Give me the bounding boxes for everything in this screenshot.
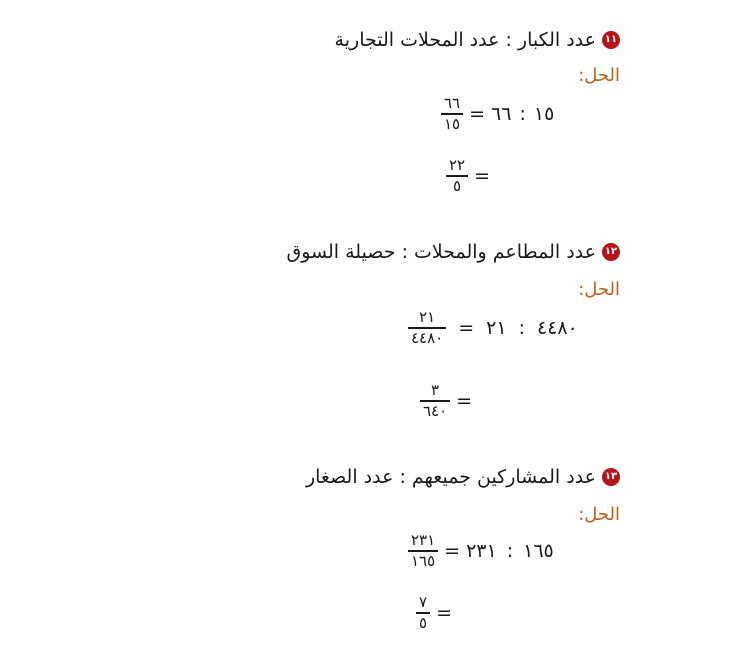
fraction (416, 594, 430, 632)
ratio-colon: : (506, 539, 514, 562)
question-number-badge: ١١ (602, 31, 620, 49)
equation-step-1 (408, 532, 554, 570)
fraction-numerator: ٢١ (419, 308, 436, 326)
fraction (441, 95, 463, 133)
ratio-first-term: ٦٦ (491, 102, 512, 125)
fraction-denominator: ١٦٥ (411, 551, 436, 570)
fraction (420, 382, 450, 420)
ratio-colon: : (519, 102, 526, 125)
question-text: عدد المشاركين جميعهم : عدد الصغار (305, 466, 596, 488)
ratio-second-term: ١٦٥ (523, 539, 554, 562)
equals-sign: = (436, 601, 452, 624)
equals-sign: = (474, 164, 491, 187)
ratio-first-term: ٢١ (486, 316, 507, 339)
ratio-colon: : (518, 316, 525, 339)
equation-step-2 (446, 157, 496, 195)
equals-sign: = (458, 316, 475, 339)
fraction-numerator: ٣ (431, 381, 440, 399)
fraction (446, 157, 468, 195)
solution-label: الحل: (578, 504, 620, 525)
ratio-expression (491, 103, 554, 125)
ratio-second-term: ١٥ (533, 102, 555, 125)
fraction (408, 309, 446, 347)
equation-step-1 (408, 309, 578, 347)
ratio-second-term: ٤٤٨٠ (536, 316, 578, 339)
fraction-denominator: ٦٤٠ (423, 401, 448, 420)
ratio-expression (486, 317, 578, 339)
solution-label: الحل: (578, 279, 620, 300)
ratio-expression (466, 540, 554, 562)
question-number-badge: ١٣ (602, 468, 620, 486)
fraction-denominator: ١٥ (444, 114, 461, 133)
fraction-numerator: ٧ (419, 593, 428, 611)
equals-sign: = (456, 389, 473, 412)
fraction-numerator: ٦٦ (444, 94, 461, 112)
fraction-numerator: ٢٢ (449, 156, 466, 174)
solution-label: الحل: (578, 65, 620, 86)
question-text: عدد المطاعم والمحلات : حصيلة السوق (286, 241, 596, 263)
fraction-denominator: ٤٤٨٠ (411, 328, 444, 347)
fraction-denominator: ٥ (453, 176, 462, 195)
equals-sign: = (469, 102, 486, 125)
question-text: عدد الكبار : عدد المحلات التجارية (334, 29, 596, 51)
ratio-first-term: ٢٣١ (466, 539, 497, 562)
equation-step-1 (441, 95, 554, 133)
equation-step-2 (416, 594, 458, 632)
fraction-denominator: ٥ (419, 613, 428, 632)
equation-step-2 (420, 382, 478, 420)
question-number-badge: ١٢ (602, 243, 620, 261)
equals-sign: = (444, 539, 461, 562)
question-11 (335, 28, 620, 52)
question-12 (286, 240, 620, 264)
question-13 (306, 465, 620, 489)
fraction (408, 532, 438, 570)
fraction-numerator: ٢٣١ (411, 531, 436, 549)
